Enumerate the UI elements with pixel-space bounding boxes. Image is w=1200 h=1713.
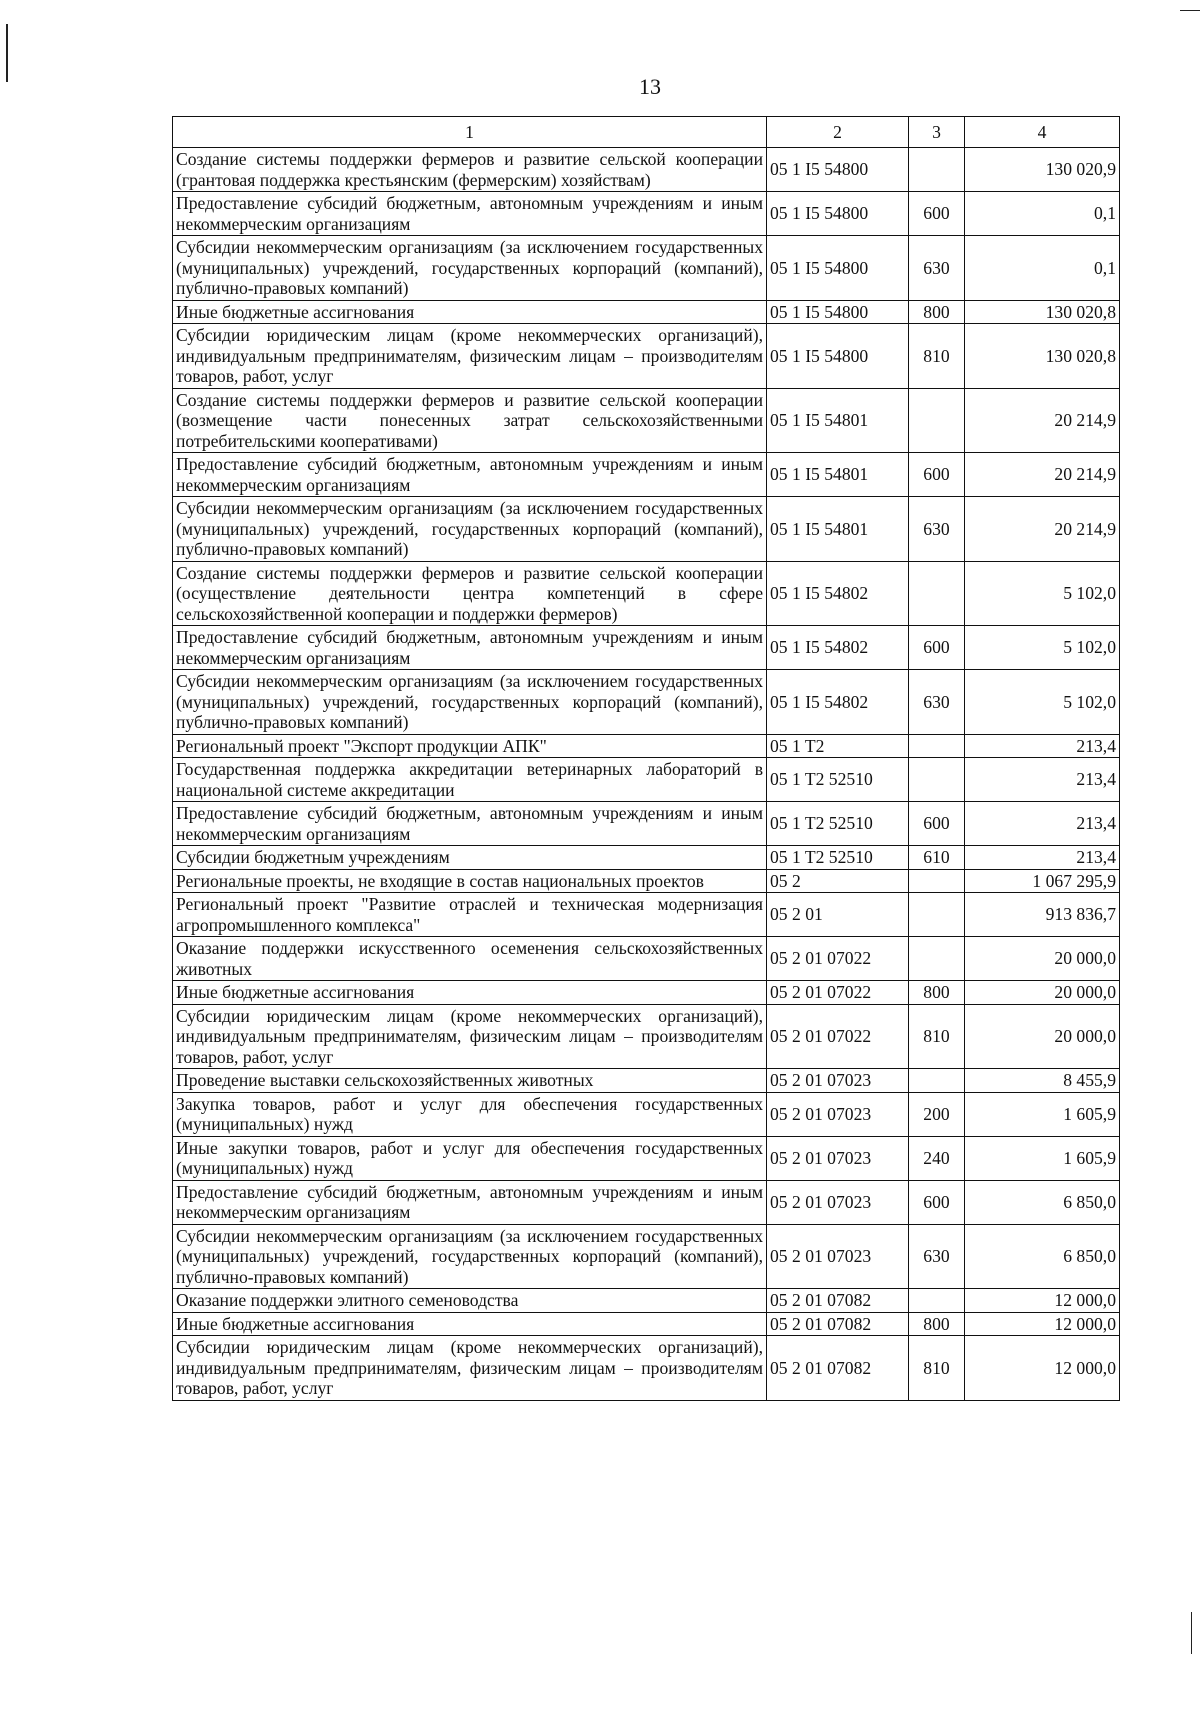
- row-amount-cell: 5 102,0: [965, 626, 1120, 670]
- row-amount-cell: 12 000,0: [965, 1312, 1120, 1336]
- row-amount-cell: 5 102,0: [965, 561, 1120, 626]
- row-amount-cell: 6 850,0: [965, 1224, 1120, 1289]
- row-amount-cell: 213,4: [965, 802, 1120, 846]
- row-type-cell: [909, 893, 965, 937]
- row-type-cell: [909, 1069, 965, 1093]
- row-type-cell: [909, 561, 965, 626]
- table-row: [173, 453, 1120, 497]
- table-row: [173, 758, 1120, 802]
- row-amount-cell: 6 850,0: [965, 1180, 1120, 1224]
- row-code-cell: 05 1 I5 54800: [767, 300, 909, 324]
- row-name-cell: Закупка товаров, работ и услуг для обеспечения государственных (муниципальных) нужд: [173, 1092, 767, 1136]
- row-name-cell: Региональный проект "Экспорт продукции АПК": [173, 734, 767, 758]
- table-row: [173, 893, 1120, 937]
- row-amount-cell: 1 067 295,9: [965, 869, 1120, 893]
- row-name-cell: Оказание поддержки элитного семеноводства: [173, 1289, 767, 1313]
- row-name-cell: Создание системы поддержки фермеров и развитие сельской кооперации (возмещение части понесенных затрат сельскохозяйственными потребительскими кооперативами): [173, 388, 767, 453]
- row-code-cell: 05 1 T2 52510: [767, 758, 909, 802]
- row-name-cell: Предоставление субсидий бюджетным, автономным учреждениям и иным некоммерческим организациям: [173, 1180, 767, 1224]
- row-type-cell: 810: [909, 1336, 965, 1401]
- row-name-cell: Субсидии юридическим лицам (кроме некоммерческих организаций), индивидуальным предпринимателям, физическим лицам – производителям товаров, работ, услуг: [173, 1336, 767, 1401]
- row-name-cell: Региональный проект "Развитие отраслей и техническая модернизация агропромышленного комплекса": [173, 893, 767, 937]
- column-header-name: 1: [173, 117, 767, 148]
- row-code-cell: 05 2 01 07022: [767, 981, 909, 1005]
- table-row: [173, 1312, 1120, 1336]
- row-name-cell: Иные бюджетные ассигнования: [173, 300, 767, 324]
- row-type-cell: 600: [909, 802, 965, 846]
- row-amount-cell: 913 836,7: [965, 893, 1120, 937]
- table-row: [173, 148, 1120, 192]
- row-code-cell: 05 2 01 07023: [767, 1092, 909, 1136]
- table-row: [173, 1136, 1120, 1180]
- row-type-cell: 630: [909, 497, 965, 562]
- row-name-cell: Создание системы поддержки фермеров и развитие сельской кооперации (грантовая поддержка крестьянским (фермерским) хозяйствам): [173, 148, 767, 192]
- row-code-cell: 05 1 I5 54800: [767, 148, 909, 192]
- row-type-cell: 800: [909, 981, 965, 1005]
- row-code-cell: 05 2 01 07023: [767, 1136, 909, 1180]
- column-header-amount: 4: [965, 117, 1120, 148]
- row-code-cell: 05 2 01 07023: [767, 1180, 909, 1224]
- table-row: [173, 626, 1120, 670]
- row-amount-cell: 213,4: [965, 734, 1120, 758]
- row-code-cell: 05 1 I5 54802: [767, 626, 909, 670]
- row-type-cell: 600: [909, 1180, 965, 1224]
- row-name-cell: Предоставление субсидий бюджетным, автономным учреждениям и иным некоммерческим организациям: [173, 626, 767, 670]
- row-code-cell: 05 1 T2 52510: [767, 802, 909, 846]
- row-code-cell: 05 1 I5 54802: [767, 561, 909, 626]
- row-name-cell: Создание системы поддержки фермеров и развитие сельской кооперации (осуществление деятельности центра компетенций в сфере сельскохозяйственной кооперации и поддержки фермеров): [173, 561, 767, 626]
- table-row: [173, 670, 1120, 735]
- page-number: 13: [639, 74, 661, 99]
- row-code-cell: 05 1 I5 54801: [767, 453, 909, 497]
- row-amount-cell: 20 214,9: [965, 453, 1120, 497]
- row-name-cell: Иные бюджетные ассигнования: [173, 981, 767, 1005]
- row-type-cell: 630: [909, 1224, 965, 1289]
- row-type-cell: [909, 937, 965, 981]
- row-type-cell: 200: [909, 1092, 965, 1136]
- row-name-cell: Субсидии юридическим лицам (кроме некоммерческих организаций), индивидуальным предпринимателям, физическим лицам – производителям товаров, работ, услуг: [173, 324, 767, 389]
- table-row: [173, 1180, 1120, 1224]
- row-name-cell: Иные бюджетные ассигнования: [173, 1312, 767, 1336]
- row-type-cell: 600: [909, 626, 965, 670]
- table-row: [173, 1289, 1120, 1313]
- row-amount-cell: 213,4: [965, 758, 1120, 802]
- row-name-cell: Субсидии некоммерческим организациям (за исключением государственных (муниципальных) учреждений, государственных корпораций (компаний), публично-правовых компаний): [173, 236, 767, 301]
- row-name-cell: Субсидии некоммерческим организациям (за исключением государственных (муниципальных) учреждений, государственных корпораций (компаний), публично-правовых компаний): [173, 1224, 767, 1289]
- row-amount-cell: 20 214,9: [965, 497, 1120, 562]
- table-row: [173, 869, 1120, 893]
- row-code-cell: 05 1 I5 54802: [767, 670, 909, 735]
- table-row: [173, 981, 1120, 1005]
- row-name-cell: Субсидии некоммерческим организациям (за исключением государственных (муниципальных) учреждений, государственных корпораций (компаний), публично-правовых компаний): [173, 497, 767, 562]
- row-amount-cell: 1 605,9: [965, 1092, 1120, 1136]
- row-code-cell: 05 1 I5 54800: [767, 324, 909, 389]
- row-amount-cell: 20 000,0: [965, 937, 1120, 981]
- row-code-cell: 05 1 T2 52510: [767, 846, 909, 870]
- scan-margin-line: [1191, 1612, 1192, 1654]
- row-name-cell: Оказание поддержки искусственного осеменения сельскохозяйственных животных: [173, 937, 767, 981]
- row-code-cell: 05 1 I5 54801: [767, 497, 909, 562]
- row-type-cell: [909, 758, 965, 802]
- table-body: [173, 148, 1120, 1401]
- row-code-cell: 05 2 01 07082: [767, 1289, 909, 1313]
- row-amount-cell: 20 000,0: [965, 981, 1120, 1005]
- row-name-cell: Субсидии некоммерческим организациям (за исключением государственных (муниципальных) учреждений, государственных корпораций (компаний), публично-правовых компаний): [173, 670, 767, 735]
- row-name-cell: Региональные проекты, не входящие в состав национальных проектов: [173, 869, 767, 893]
- row-amount-cell: 0,1: [965, 236, 1120, 301]
- row-type-cell: 240: [909, 1136, 965, 1180]
- row-code-cell: 05 2: [767, 869, 909, 893]
- row-amount-cell: 12 000,0: [965, 1336, 1120, 1401]
- row-type-cell: [909, 148, 965, 192]
- row-amount-cell: 1 605,9: [965, 1136, 1120, 1180]
- row-name-cell: Субсидии юридическим лицам (кроме некоммерческих организаций), индивидуальным предпринимателям, физическим лицам – производителям товаров, работ, услуг: [173, 1004, 767, 1069]
- table-row: [173, 846, 1120, 870]
- table-row: [173, 1004, 1120, 1069]
- row-code-cell: 05 1 I5 54801: [767, 388, 909, 453]
- table-row: [173, 300, 1120, 324]
- row-amount-cell: 130 020,8: [965, 300, 1120, 324]
- row-type-cell: 600: [909, 192, 965, 236]
- budget-table: [172, 116, 1120, 1401]
- row-type-cell: [909, 388, 965, 453]
- row-type-cell: [909, 869, 965, 893]
- row-type-cell: 800: [909, 300, 965, 324]
- row-type-cell: 810: [909, 324, 965, 389]
- row-name-cell: Государственная поддержка аккредитации ветеринарных лабораторий в национальной системе аккредитации: [173, 758, 767, 802]
- row-type-cell: 630: [909, 670, 965, 735]
- row-type-cell: 600: [909, 453, 965, 497]
- row-code-cell: 05 2 01 07023: [767, 1069, 909, 1093]
- row-type-cell: 800: [909, 1312, 965, 1336]
- row-code-cell: 05 2 01 07022: [767, 937, 909, 981]
- table-row: [173, 937, 1120, 981]
- row-amount-cell: 8 455,9: [965, 1069, 1120, 1093]
- row-code-cell: 05 2 01 07082: [767, 1336, 909, 1401]
- row-code-cell: 05 1 T2: [767, 734, 909, 758]
- table-row: [173, 802, 1120, 846]
- row-name-cell: Предоставление субсидий бюджетным, автономным учреждениям и иным некоммерческим организациям: [173, 453, 767, 497]
- table-row: [173, 324, 1120, 389]
- row-amount-cell: 0,1: [965, 192, 1120, 236]
- table-row: [173, 497, 1120, 562]
- scan-margin-line: [6, 24, 8, 82]
- table-row: [173, 1069, 1120, 1093]
- row-amount-cell: 5 102,0: [965, 670, 1120, 735]
- table-row: [173, 236, 1120, 301]
- row-amount-cell: 130 020,8: [965, 324, 1120, 389]
- row-amount-cell: 213,4: [965, 846, 1120, 870]
- row-code-cell: 05 1 I5 54800: [767, 236, 909, 301]
- row-name-cell: Предоставление субсидий бюджетным, автономным учреждениям и иным некоммерческим организациям: [173, 802, 767, 846]
- row-code-cell: 05 2 01 07082: [767, 1312, 909, 1336]
- row-type-cell: 610: [909, 846, 965, 870]
- row-amount-cell: 12 000,0: [965, 1289, 1120, 1313]
- table-row: [173, 192, 1120, 236]
- row-type-cell: 810: [909, 1004, 965, 1069]
- table-row: [173, 1224, 1120, 1289]
- row-code-cell: 05 2 01 07023: [767, 1224, 909, 1289]
- row-amount-cell: 20 000,0: [965, 1004, 1120, 1069]
- header-row: [173, 117, 1120, 148]
- row-code-cell: 05 2 01: [767, 893, 909, 937]
- column-header-code: 2: [767, 117, 909, 148]
- table-row: [173, 1336, 1120, 1401]
- row-code-cell: 05 1 I5 54800: [767, 192, 909, 236]
- row-type-cell: [909, 1289, 965, 1313]
- row-amount-cell: 130 020,9: [965, 148, 1120, 192]
- row-name-cell: Проведение выставки сельскохозяйственных животных: [173, 1069, 767, 1093]
- row-name-cell: Предоставление субсидий бюджетным, автономным учреждениям и иным некоммерческим организациям: [173, 192, 767, 236]
- column-header-type: 3: [909, 117, 965, 148]
- row-name-cell: Иные закупки товаров, работ и услуг для обеспечения государственных (муниципальных) нужд: [173, 1136, 767, 1180]
- scan-margin-line: [1180, 10, 1200, 11]
- table-row: [173, 561, 1120, 626]
- row-type-cell: 630: [909, 236, 965, 301]
- table-row: [173, 1092, 1120, 1136]
- row-type-cell: [909, 734, 965, 758]
- table-row: [173, 734, 1120, 758]
- row-amount-cell: 20 214,9: [965, 388, 1120, 453]
- row-name-cell: Субсидии бюджетным учреждениям: [173, 846, 767, 870]
- table-row: [173, 388, 1120, 453]
- row-code-cell: 05 2 01 07022: [767, 1004, 909, 1069]
